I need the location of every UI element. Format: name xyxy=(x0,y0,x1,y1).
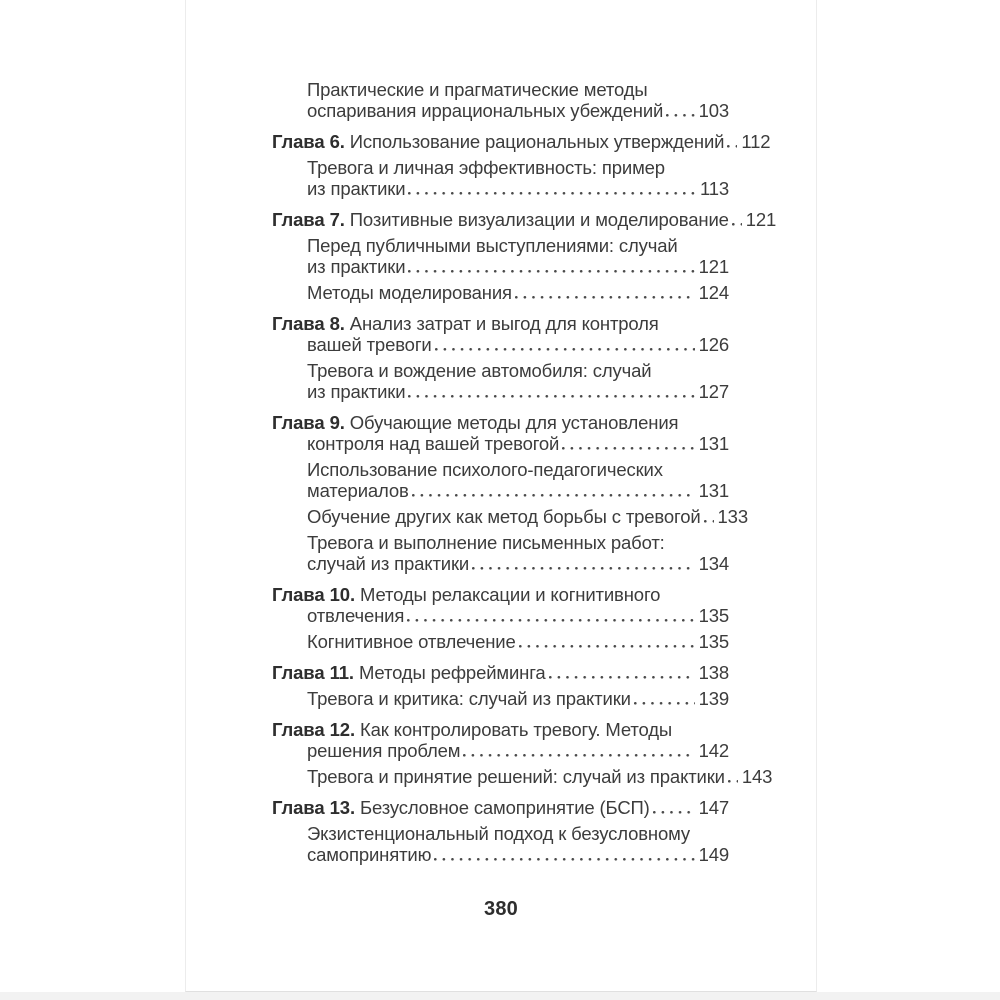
entry-page-number: 126 xyxy=(698,334,729,355)
dot-leader xyxy=(408,270,694,273)
entry-page-number: 138 xyxy=(698,662,729,683)
entry-title-text: случай из практики xyxy=(307,553,470,574)
toc-entry xyxy=(272,282,729,303)
toc-entry xyxy=(272,157,729,199)
entry-page-number: 121 xyxy=(698,256,729,277)
toc-entry-line xyxy=(272,381,729,402)
dot-leader xyxy=(463,754,694,757)
entry-title-text: Экзистенциональный подход к безусловному xyxy=(307,823,691,844)
entry-title-text: Глава 11. Методы рефрейминга xyxy=(272,662,546,683)
toc-entry-line xyxy=(272,360,729,381)
entry-title-text: отвлечения xyxy=(307,605,405,626)
entry-page-number: 135 xyxy=(698,631,729,652)
toc-entry xyxy=(272,584,729,626)
entry-title-text: Практические и прагматические методы xyxy=(307,79,648,100)
entry-title-text: из практики xyxy=(307,178,406,199)
toc-entry xyxy=(272,313,729,355)
dot-leader xyxy=(704,520,714,523)
entry-title-text: самопринятию xyxy=(307,844,432,865)
entry-page-number: 113 xyxy=(699,178,729,199)
toc-entry-line xyxy=(272,459,729,480)
toc-entry xyxy=(272,209,777,230)
dot-leader xyxy=(472,567,694,570)
toc-entry-line xyxy=(272,766,773,787)
chapter-prefix: Глава 10. xyxy=(272,584,355,605)
dot-leader xyxy=(519,645,695,648)
dot-leader xyxy=(434,858,694,861)
toc-entry-line xyxy=(272,131,771,152)
entry-page-number: 112 xyxy=(741,131,771,152)
toc-entry-line xyxy=(272,584,729,605)
toc-entry-line xyxy=(272,256,729,277)
entry-page-number: 124 xyxy=(698,282,729,303)
entry-page-number: 103 xyxy=(698,100,729,121)
chapter-prefix: Глава 13. xyxy=(272,797,355,818)
toc-entry xyxy=(272,662,729,683)
toc-entry-line xyxy=(272,282,729,303)
toc-entry xyxy=(272,506,748,527)
toc-entry-line xyxy=(272,844,729,865)
toc-entry-line xyxy=(272,719,729,740)
toc-entry-line xyxy=(272,631,729,652)
dot-leader xyxy=(728,780,738,783)
toc-entry-line xyxy=(272,740,729,761)
dot-leader xyxy=(549,676,695,679)
chapter-prefix: Глава 11. xyxy=(272,662,354,683)
toc-entry xyxy=(272,131,771,152)
toc-entry xyxy=(272,235,729,277)
entry-title-text: Тревога и выполнение письменных работ: xyxy=(307,532,665,553)
toc-entry-line xyxy=(272,412,729,433)
entry-title-text: Тревога и вождение автомобиля: случай xyxy=(307,360,652,381)
dot-leader xyxy=(732,223,742,226)
toc-list xyxy=(186,0,816,865)
toc-entry-line xyxy=(272,797,729,818)
chapter-prefix: Глава 8. xyxy=(272,313,345,334)
toc-entry-line xyxy=(272,605,729,626)
toc-entry-line xyxy=(272,157,729,178)
entry-title-text: Использование психолого-педагогических xyxy=(307,459,663,480)
toc-entry-line xyxy=(272,553,729,574)
dot-leader xyxy=(562,447,694,450)
entry-title-text: Глава 12. Как контролировать тревогу. Методы xyxy=(272,719,673,740)
entry-title-text: Глава 9. Обучающие методы для установления xyxy=(272,412,679,433)
toc-entry xyxy=(272,79,729,121)
entry-page-number: 134 xyxy=(698,553,729,574)
entry-title-text: из практики xyxy=(307,381,406,402)
toc-entry-line xyxy=(272,506,748,527)
entry-page-number: 131 xyxy=(698,480,729,501)
book-page xyxy=(185,0,817,992)
toc-entry-line xyxy=(272,79,729,100)
dot-leader xyxy=(653,811,695,814)
entry-title-text: Тревога и принятие решений: случай из практики xyxy=(307,766,725,787)
toc-entry-line xyxy=(272,178,729,199)
dot-leader xyxy=(435,348,695,351)
chapter-prefix: Глава 7. xyxy=(272,209,345,230)
toc-entry xyxy=(272,719,729,761)
folio-page-number: 380 xyxy=(484,898,518,920)
entry-page-number: 127 xyxy=(698,381,729,402)
entry-title-text: Глава 6. Использование рациональных утверждений xyxy=(272,131,725,152)
toc-entry-line xyxy=(272,480,729,501)
toc-entry xyxy=(272,688,729,709)
dot-leader xyxy=(407,619,694,622)
toc-entry-line xyxy=(272,532,729,553)
entry-title-text: Когнитивное отвлечение xyxy=(307,631,516,652)
entry-page-number: 139 xyxy=(698,688,729,709)
dot-leader xyxy=(634,702,695,705)
entry-page-number: 142 xyxy=(698,740,729,761)
toc-entry xyxy=(272,766,773,787)
toc-entry-line xyxy=(272,313,729,334)
dot-leader xyxy=(408,192,696,195)
entry-title-text: Глава 8. Анализ затрат и выгод для контроля xyxy=(272,313,659,334)
page-bottom-edge xyxy=(0,992,1000,1000)
chapter-prefix: Глава 6. xyxy=(272,131,345,152)
entry-page-number: 147 xyxy=(698,797,729,818)
entry-page-number: 121 xyxy=(745,209,777,230)
dot-leader xyxy=(412,494,695,497)
toc-entry-line xyxy=(272,209,777,230)
entry-title-text: Глава 7. Позитивные визуализации и моделирование xyxy=(272,209,729,230)
entry-title-text: оспаривания иррациональных убеждений xyxy=(307,100,664,121)
entry-title-text: Обучение других как метод борьбы с тревогой xyxy=(307,506,701,527)
entry-page-number: 133 xyxy=(717,506,748,527)
toc-entry xyxy=(272,412,729,454)
entry-title-text: решения проблем xyxy=(307,740,461,761)
dot-leader xyxy=(515,296,695,299)
chapter-prefix: Глава 12. xyxy=(272,719,355,740)
toc-entry xyxy=(272,360,729,402)
toc-entry-line xyxy=(272,662,729,683)
entry-title-text: вашей тревоги xyxy=(307,334,432,355)
dot-leader xyxy=(408,395,694,398)
toc-entry-line xyxy=(272,334,729,355)
entry-page-number: 135 xyxy=(698,605,729,626)
entry-title-text: из практики xyxy=(307,256,406,277)
toc-entry-line xyxy=(272,823,729,844)
toc-entry xyxy=(272,823,729,865)
dot-leader xyxy=(666,114,694,117)
toc-entry xyxy=(272,459,729,501)
entry-title-text: материалов xyxy=(307,480,409,501)
entry-title-text: Перед публичными выступлениями: случай xyxy=(307,235,678,256)
toc-entry-line xyxy=(272,433,729,454)
entry-title-text: Глава 13. Безусловное самопринятие (БСП) xyxy=(272,797,650,818)
toc-entry xyxy=(272,532,729,574)
dot-leader xyxy=(727,145,737,148)
toc-entry xyxy=(272,631,729,652)
entry-title-text: Методы моделирования xyxy=(307,282,512,303)
entry-page-number: 131 xyxy=(698,433,729,454)
entry-page-number: 143 xyxy=(741,766,773,787)
entry-title-text: контроля над вашей тревогой xyxy=(307,433,560,454)
entry-title-text: Глава 10. Методы релаксации и когнитивного xyxy=(272,584,661,605)
entry-page-number: 149 xyxy=(698,844,729,865)
toc-entry xyxy=(272,797,729,818)
entry-title-text: Тревога и личная эффективность: пример xyxy=(307,157,665,178)
entry-title-text: Тревога и критика: случай из практики xyxy=(307,688,631,709)
toc-entry-line xyxy=(272,235,729,256)
toc-entry-line xyxy=(272,100,729,121)
chapter-prefix: Глава 9. xyxy=(272,412,345,433)
toc-entry-line xyxy=(272,688,729,709)
